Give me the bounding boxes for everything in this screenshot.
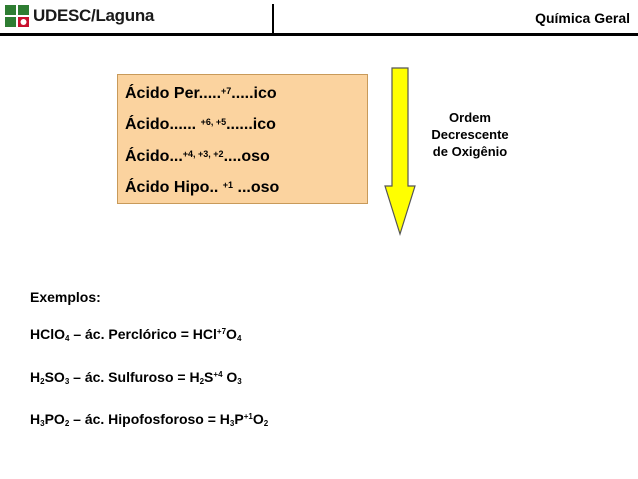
order-label-line: Ordem [449, 110, 491, 125]
formula-part: – ác. Perclórico = HCl [69, 326, 217, 342]
formula-part: H [30, 411, 41, 427]
subscript: 3 [40, 419, 45, 428]
subscript: 2 [64, 419, 70, 428]
header-rule [0, 33, 638, 36]
formula-part: O [226, 326, 237, 342]
logo-sub: /Laguna [91, 6, 155, 25]
formula-part: H [30, 369, 41, 385]
formula-part: P [234, 411, 244, 427]
example-perchloric [30, 326, 241, 342]
rule-per-ico [125, 85, 277, 103]
example-sulfurous [30, 369, 242, 385]
rule-suffix: ....oso [223, 148, 270, 165]
rule-suffix: .....ico [231, 85, 277, 102]
down-arrow-icon [384, 66, 416, 236]
rule-prefix: Ácido... [125, 148, 183, 165]
header-divider [272, 4, 274, 36]
subscript: 4 [65, 334, 70, 343]
udesc-logo-icon [4, 4, 30, 28]
superscript: +7 [216, 327, 227, 336]
formula-part: O [252, 411, 264, 427]
rule-ico [125, 116, 276, 134]
subscript: 3 [229, 419, 235, 428]
rule-hipo-oso [125, 179, 279, 197]
rule-oso [125, 148, 270, 166]
oxidation-state: +7 [221, 86, 232, 96]
header-bar [0, 0, 638, 38]
formula-part: SO [44, 369, 65, 385]
example-hypophosphorous [30, 411, 268, 427]
oxidation-state: +6, +5 [200, 117, 227, 127]
formula-part: – ác. Sulfuroso = H [69, 369, 200, 385]
subscript: 2 [40, 377, 45, 386]
formula-part: S [204, 369, 214, 385]
superscript: +4 [213, 370, 223, 379]
course-title: Química Geral [535, 10, 630, 26]
examples-heading: Exemplos: [30, 289, 101, 305]
formula-part: HClO [30, 326, 65, 342]
order-label-line: de Oxigênio [432, 144, 508, 159]
rule-suffix: ...oso [233, 179, 280, 196]
oxidation-state: +4, +3, +2 [182, 149, 224, 159]
rule-suffix: ......ico [226, 116, 276, 133]
formula-part: – ác. Hipofosforoso = H [69, 411, 230, 427]
rule-prefix: Ácido Per..... [125, 85, 222, 102]
order-label-line: Decrescente [431, 127, 509, 142]
formula-part: PO [44, 411, 65, 427]
oxidation-state: +1 [222, 180, 234, 190]
logo-text [33, 6, 154, 26]
rule-prefix: Ácido Hipo.. [125, 179, 223, 196]
formula-part: O [222, 369, 238, 385]
superscript: +1 [243, 412, 253, 421]
subscript: 4 [236, 334, 242, 343]
acid-naming-rules-box [117, 74, 368, 204]
subscript: 2 [263, 419, 269, 428]
subscript: 3 [237, 377, 242, 386]
subscript: 3 [64, 377, 70, 386]
order-label [418, 109, 522, 160]
rule-prefix: Ácido...... [125, 116, 201, 133]
logo-main: UDESC [33, 6, 92, 25]
subscript: 2 [199, 377, 205, 386]
